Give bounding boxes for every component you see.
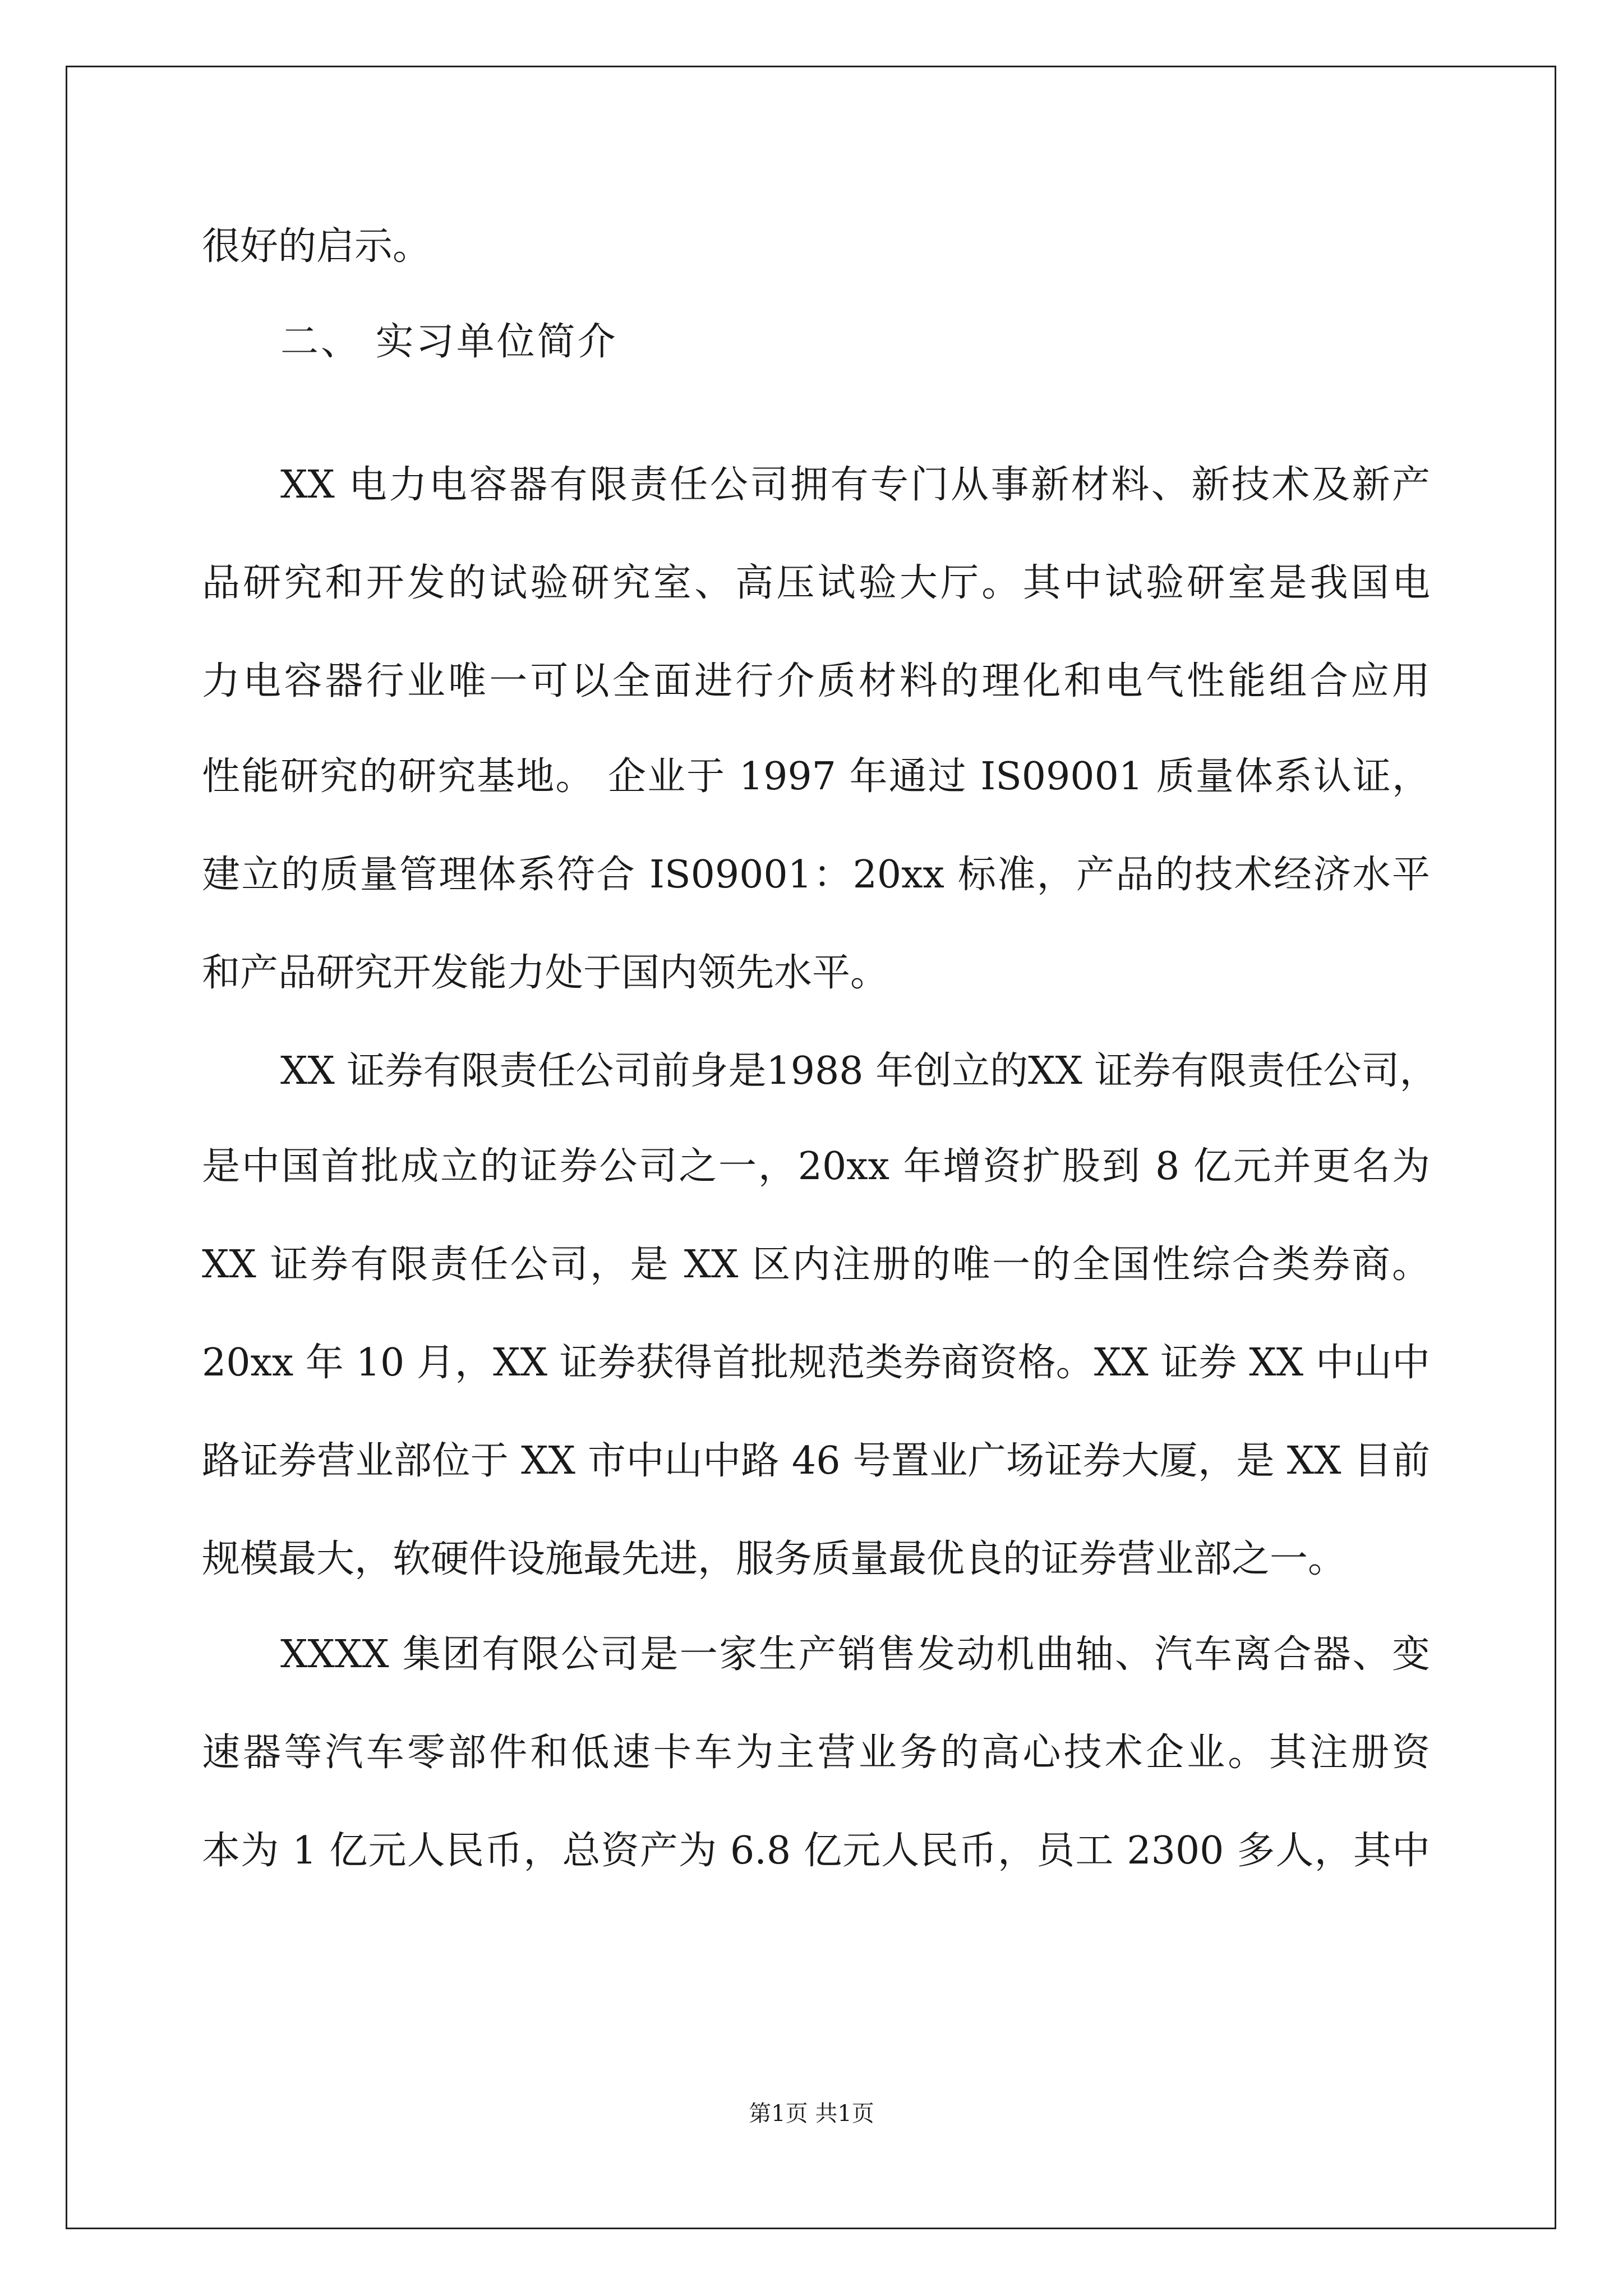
paragraph-line: XXXX 集团有限公司是一家生产销售发动机曲轴、汽车离合器、变: [280, 1632, 1430, 1677]
section-heading: 二、 实习单位简介: [280, 320, 618, 364]
paragraph-line: 建立的质量管理体系符合 IS09001：20xx 标准，产品的技术经济水平: [202, 853, 1430, 897]
paragraph-line: 本为 1 亿元人民币，总资产为 6.8 亿元人民币，员工 2300 多人，其中: [202, 1829, 1430, 1873]
paragraph-line: XX 证券有限责任公司前身是1988 年创立的XX 证券有限责任公司，: [280, 1049, 1438, 1093]
paragraph-line: 和产品研究开发能力处于国内领先水平。: [202, 951, 889, 995]
paragraph-line: 路证券营业部位于 XX 市中山中路 46 号置业广场证券大厦，是 XX 目前: [202, 1439, 1430, 1483]
paragraph-line: 速器等汽车零部件和低速卡车为主营业务的高心技术企业。其注册资: [202, 1731, 1430, 1775]
paragraph-line: 品研究和开发的试验研究室、高压试验大厅。其中试验研室是我国电: [202, 561, 1430, 605]
paragraph-line: 性能研究的研究基地。 企业于 1997 年通过 IS09001 质量体系认证，: [202, 754, 1430, 799]
paragraph-line: 是中国首批成立的证券公司之一，20xx 年增资扩股到 8 亿元并更名为: [202, 1144, 1430, 1189]
paragraph-line: 很好的启示。: [202, 224, 431, 269]
paragraph-line: 规模最大，软硬件设施最先进，服务质量最优良的证券营业部之一。: [202, 1537, 1347, 1581]
paragraph-line: 20xx 年 10 月，XX 证券获得首批规范类券商资格。XX 证券 XX 中山中: [202, 1341, 1430, 1385]
page-footer: 第1页 共1页: [749, 2101, 874, 2127]
paragraph-line: XX 电力电容器有限责任公司拥有专门从事新材料、新技术及新产: [280, 463, 1430, 507]
paragraph-line: XX 证券有限责任公司，是 XX 区内注册的唯一的全国性综合类券商。: [202, 1243, 1430, 1287]
paragraph-line: 力电容器行业唯一可以全面进行介质材料的理化和电气性能组合应用: [202, 659, 1430, 703]
